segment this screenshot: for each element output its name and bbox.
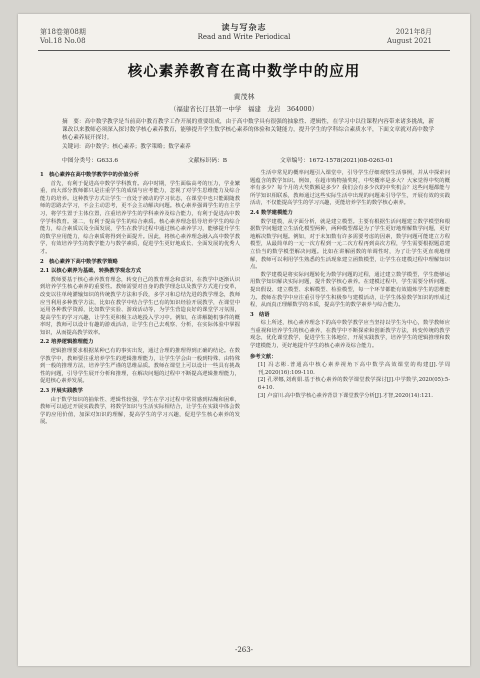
section-heading: 2.2 培养逻辑推理能力	[40, 339, 94, 346]
section-heading: 3 结语	[250, 311, 270, 318]
article-title: 核心素养教育在高中数学中的应用	[127, 63, 361, 80]
header-rule	[38, 50, 450, 51]
author-name: 黄茂林	[233, 93, 255, 101]
date-en: August 2021	[387, 37, 432, 45]
body-paragraph: 逻辑推理要求根据某种已有的事实出发，通过合理的推理得到正确的结论。在数学教学中，教师要注重培养学生的逻辑推理能力，让学生学会由一般到特殊、由特殊到一般的推理方法，培养学生严谨的思维品质。教师在课堂上可以设计一些具有挑战性的问题，引导学生展开分析和推理，在解决问题的过程中不断提高逻辑推理能力，促进核心素养发展。	[40, 348, 240, 385]
body-paragraph: 首先，有利于促进高中数学学科教育。高中时期，学生面临高考的压力，学业繁重，而大部分教师都只是注重学生的成绩与应考能力，忽视了对学生思维能力及综合能力的培养。这种教学方式让学生一直处于被动的学习状态，在课堂中也只能跟随教师的思路去学习，不会主动思考，更不会主动解决问题。核心素养强调学生的自主学习，将学生置于主体位置，注重培养学生的学科素养及综合能力，有利于促进高中数学学科教育。第二，有利于提高学生的综合素质。核心素养理念倡导培养学生的综合能力，综合素质以及全面发展，学生在教学过程中通过核心素养学习，能够提升学生的数学应用能力，综合素质将得到全面提升。因此，将核心素养理念融入高中数学教学，有效培养学生的数学能力与数学素质，促进学生更好地成长、全面发展的优秀人才。	[40, 180, 240, 255]
article-number: 文章编号：1672-1578(2021)08-0263-01	[280, 158, 394, 164]
body-paragraph: 生活中常见的概率问题引入课堂中，引导学生仔细观察生活事例，并从中探索问题蕴含的数学知识。例如，在超市购物抽奖时，中奖概率是多大？大家觉得中奖的概率有多少？每个月的大奖数额是多少？我们会有多少次的中奖机会？这些问题都能与所学知识相联系，教师通过这些实际生活中出现的问题来引导学生，开展有效的实践活动，不仅能提高学生的学习兴趣，更能培养学生的数学核心素养。	[250, 170, 450, 207]
page-number: -263-	[234, 646, 254, 654]
references-heading: 参考文献：	[250, 353, 277, 360]
keywords: 关键词：高中数学；核心素养；教学策略；数学素养	[62, 144, 191, 150]
body-column-right	[250, 170, 450, 400]
section-heading: 1 核心素养在高中数学教学中的价值分析	[40, 172, 140, 178]
body-paragraph: 教师要基于核心素养教育理念，转变自己的教育理念和意识，在教学中逐渐认识到培养学生核心素养的重要性。教师需要对自身的教学理念以及教学方式进行变革，改变以往单纯灌输知识的传统教学方法和手段，多学习和总结先进的教学理念，教师应当利用多种教学方法，比如在教学中结合学生已有的知识经验开展教学，在课堂中运用各种教学资源，比如数学实验、游戏活动等，为学生营造良好的课堂学习氛围，提高学生的学习兴趣，让学生更积极主动地投入学习中。例如，在讲解随机事件的概率时，教师可以设计有趣的游戏活动，让学生自己去观察、分析，在实际体验中掌握知识，从而提高教学效率。	[40, 276, 240, 336]
volume-en: Vol.18 No.08	[40, 37, 86, 45]
issue-date	[387, 28, 432, 46]
journal-name-cn: 读与写杂志	[221, 22, 267, 32]
section-heading: 2.4 数学建模能力	[250, 209, 293, 216]
section-heading: 2 核心素养下高中数学教学策略	[40, 258, 118, 265]
running-header	[18, 14, 470, 54]
clc-number: 中图分类号：G633.6	[62, 158, 119, 164]
body-paragraph: 由于数学知识的抽象性、逻辑性较强，学生在学习过程中常常感到枯燥和困难，教师可以通过开展实践教学，将数学知识与生活实际相结合，让学生在实践中体会数学的应用价值，加深对知识的理解，提高学生的学习兴趣，促进学生核心素养的发展。	[40, 396, 240, 426]
section-heading: 2.3 开展实践教学	[40, 388, 83, 395]
body-column-left	[40, 170, 240, 427]
author-affiliation: （福建省长汀县第一中学 福建 龙岩 364000）	[169, 105, 319, 113]
volume-cn: 第18卷第08期	[40, 28, 86, 36]
document-code: 文献标识码：B	[188, 158, 228, 164]
reference-item: [2] 孔翠娜,刘莉娟.基于核心素养的数学课堂教学探讨[J].中学数学,2020(05):5-6+10.	[258, 377, 450, 392]
reference-item: [1] 冯志彬.普通高中核心素养视角下高中数学高效课堂的构建[J].学周刊,2020(16):109-110.	[258, 362, 450, 376]
journal-page	[18, 14, 470, 666]
date-cn: 2021年8月	[395, 28, 432, 36]
journal-name-en: Read and Write Periodical	[197, 33, 291, 41]
reference-item: [3] 卢富川.高中数学核心素养背景下课堂教学分析[J].才智,2020(14):121.	[258, 392, 433, 399]
body-paragraph: 综上所述，核心素养理念下的高中数学教学应当坚持以学生为中心，数学教师应当重视和培养学生的核心素养，在教学中不断探索和创新教学方法，转变传统的教学观念，优化课堂教学，促进学生主体地位，开展实践教学，培养学生的逻辑推理和数学建模能力，更好地提升学生的核心素养及综合能力。	[250, 320, 450, 350]
body-paragraph: 数学建模，从字面分析，就是建立模型。主要有根据生活问题建立数学模型和根据数学问题建立生活化模型两种，两种模型都是为了学生更好地理解数学问题，更好地解决数学问题。例如，对于未知数有许多需要考虑的因素，数学问题可能建立方程模型，从最简单的一元一次方程到一元二次方程再到高次方程，学生需要根据题意建立恰当的数学模型解决问题。比如在讲解函数的单调性时，为了让学生更直观地理解，教师可以利用学生熟悉的生活现象建立函数模型，让学生在建模过程中理解知识点。	[250, 218, 450, 271]
body-paragraph: 数学建模是将实际问题转化为数学问题的过程，通过建立数学模型，学生能够运用数学知识解决实际问题，提升数学核心素养。在建模过程中，学生需要分析问题、提出假设、建立模型、求解模型、检验模型，每一个环节都能有效锻炼学生的思维能力。教师在教学中应注重引导学生积极参与建模活动，让学生体验数学知识的形成过程，从而真正理解数学的本质，提高学生的数学素养与综合能力。	[250, 271, 450, 309]
section-heading: 2.1 以核心素养为基础，转换教学观念方式	[40, 268, 142, 275]
abstract: 摘 要：高中数学教学是当前高中教育教学工作开展的重要组成，由于高中数学具有很强的抽象性、逻辑性，在学习中以往课程内容带来诸多挑战，新课改以来教师必须深入探讨数学核心素养教育，能够提升学生数学核心素养的体验和关键能力，提升学生的学科综合素质水平，下面文章就对高中数学核心素养展开探讨。	[62, 119, 434, 141]
